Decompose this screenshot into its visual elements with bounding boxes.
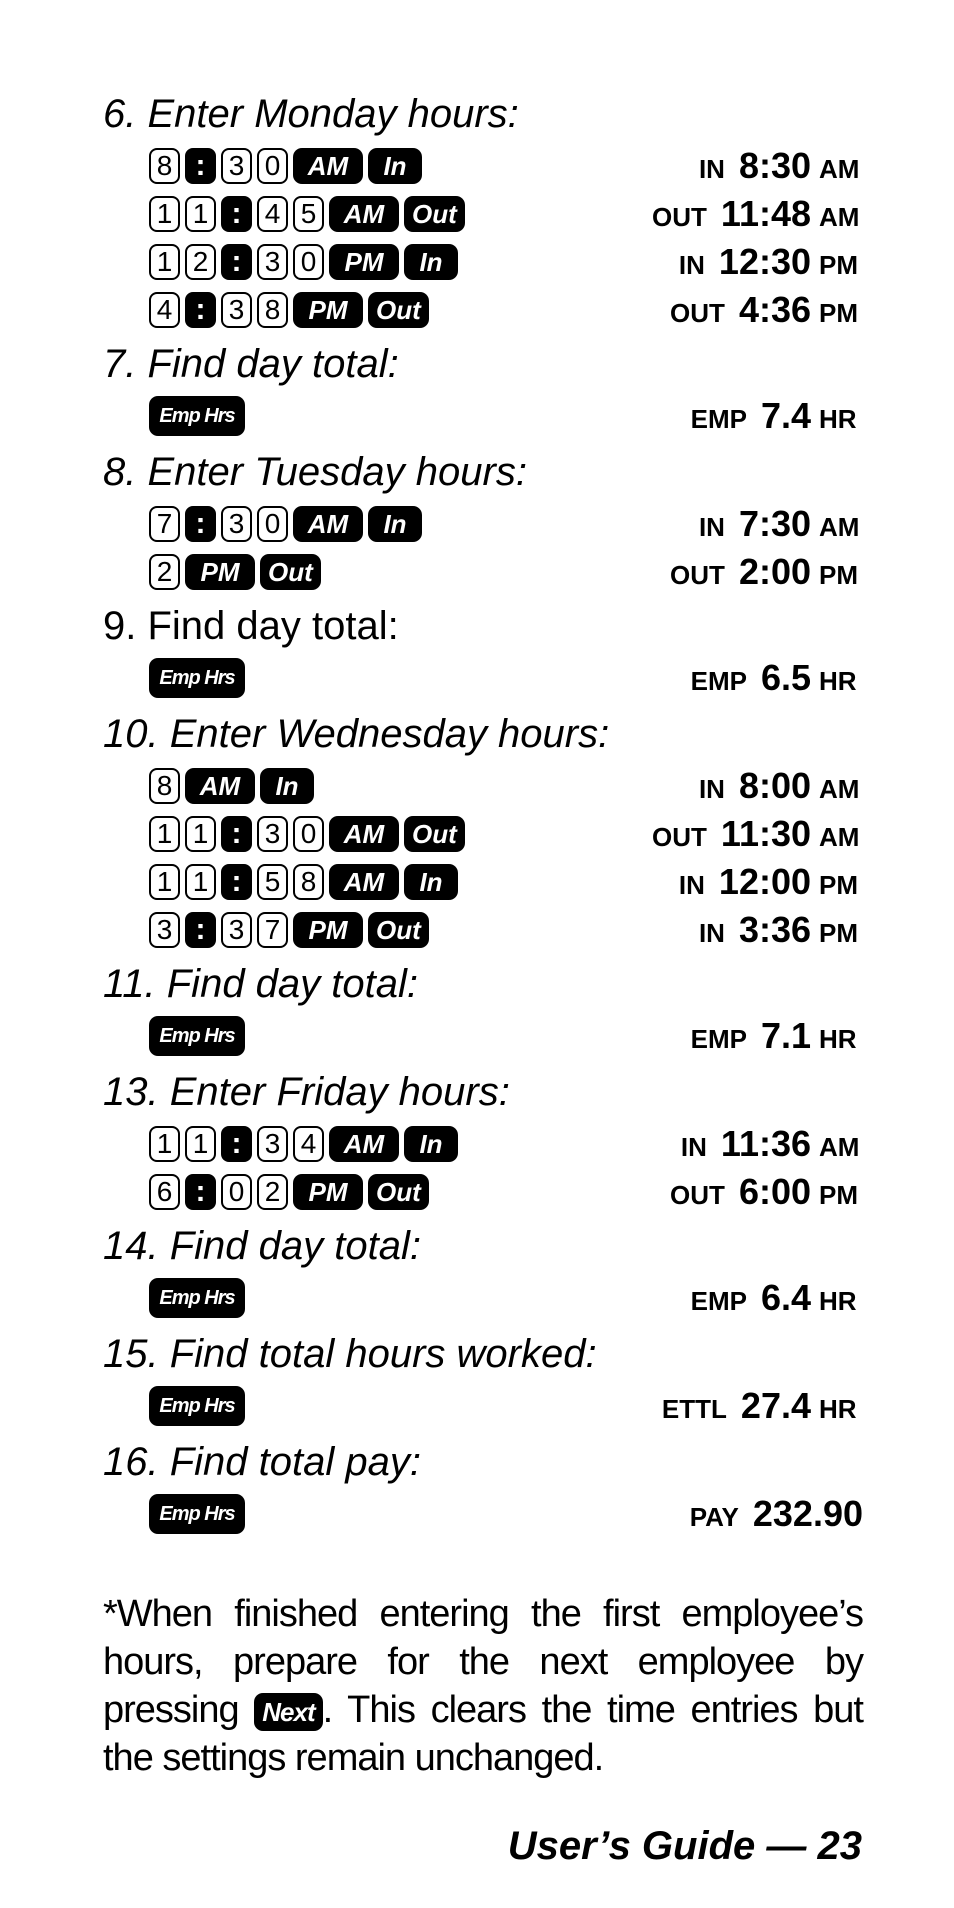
colon-key: : — [221, 864, 252, 900]
digit-key: 3 — [257, 816, 288, 852]
display-value: 27.4 — [740, 1385, 811, 1426]
display-readout — [633, 813, 863, 855]
display-readout — [633, 765, 863, 807]
digit-key: 1 — [149, 864, 180, 900]
page-footer: User’s Guide — 23 — [507, 1824, 862, 1868]
emp-hrs-key: Emp Hrs — [149, 1386, 245, 1426]
digit-key: 4 — [257, 196, 288, 232]
display-label: IN — [698, 774, 725, 804]
pm-key: PM — [293, 912, 363, 948]
in-key: In — [404, 1126, 458, 1162]
digit-key: 3 — [221, 148, 252, 184]
display-unit: HR — [819, 666, 857, 696]
digit-key: 8 — [293, 864, 324, 900]
key-sequence — [149, 292, 429, 328]
keystroke-row — [149, 858, 863, 906]
step-section — [103, 1224, 863, 1322]
display-unit: AM — [819, 202, 860, 232]
key-sequence — [149, 196, 465, 232]
keystroke-row — [149, 1382, 863, 1430]
digit-key: 6 — [149, 1174, 180, 1210]
colon-key: : — [221, 244, 252, 280]
out-key: Out — [368, 912, 429, 948]
step-heading: 15. Find total hours worked: — [103, 1332, 597, 1376]
display-value: 11:30 — [720, 813, 811, 854]
display-label: EMP — [690, 1024, 747, 1054]
display-readout — [633, 657, 863, 699]
step-heading: 8. Enter Tuesday hours: — [103, 450, 527, 494]
digit-key: 5 — [257, 864, 288, 900]
digit-key: 0 — [293, 244, 324, 280]
display-readout — [633, 193, 863, 235]
display-label: ETTL — [661, 1394, 727, 1424]
pm-key: PM — [185, 554, 255, 590]
in-key: In — [368, 506, 422, 542]
am-key: AM — [329, 816, 399, 852]
display-unit: HR — [819, 1286, 857, 1316]
step-section — [103, 92, 863, 334]
emp-hrs-key: Emp Hrs — [149, 1016, 245, 1056]
am-key: AM — [293, 506, 363, 542]
am-key: AM — [185, 768, 255, 804]
display-label: EMP — [690, 404, 747, 434]
display-readout — [633, 395, 863, 437]
digit-key: 4 — [293, 1126, 324, 1162]
digit-key: 8 — [149, 148, 180, 184]
next-key: Next — [254, 1693, 322, 1731]
display-unit: PM — [819, 250, 858, 280]
keystroke-row — [149, 1490, 863, 1538]
keystroke-row — [149, 1012, 863, 1060]
display-readout — [633, 503, 863, 545]
out-key: Out — [260, 554, 321, 590]
colon-key: : — [185, 292, 216, 328]
step-heading: 14. Find day total: — [103, 1224, 421, 1268]
step-section — [103, 1332, 863, 1430]
display-label: EMP — [690, 666, 747, 696]
display-label: OUT — [652, 202, 707, 232]
display-value: 7.1 — [760, 1015, 811, 1056]
digit-key: 5 — [293, 196, 324, 232]
step-heading: 6. Enter Monday hours: — [103, 92, 519, 136]
digit-key: 7 — [257, 912, 288, 948]
pm-key: PM — [329, 244, 399, 280]
keystroke-row — [149, 190, 863, 238]
digit-key: 3 — [149, 912, 180, 948]
display-value: 12:00 — [718, 861, 811, 902]
digit-key: 3 — [257, 244, 288, 280]
display-readout — [633, 1493, 863, 1535]
digit-key: 0 — [221, 1174, 252, 1210]
colon-key: : — [185, 912, 216, 948]
display-value: 12:30 — [718, 241, 811, 282]
keystroke-row — [149, 1274, 863, 1322]
display-readout — [633, 1171, 863, 1213]
display-unit: PM — [819, 870, 858, 900]
digit-key: 8 — [149, 768, 180, 804]
digit-key: 0 — [293, 816, 324, 852]
keystroke-row — [149, 906, 863, 954]
display-readout — [633, 145, 863, 187]
display-label: PAY — [689, 1502, 739, 1532]
display-value: 11:48 — [720, 193, 811, 234]
key-sequence — [149, 1494, 245, 1534]
key-sequence — [149, 244, 458, 280]
key-sequence — [149, 768, 314, 804]
keystroke-row — [149, 142, 863, 190]
display-readout — [633, 1385, 863, 1427]
keystroke-row — [149, 762, 863, 810]
step-heading: 11. Find day total: — [103, 962, 418, 1006]
display-unit: PM — [819, 1180, 858, 1210]
display-readout — [633, 1277, 863, 1319]
key-sequence — [149, 148, 422, 184]
display-unit: AM — [819, 512, 860, 542]
display-label: OUT — [670, 1180, 725, 1210]
display-unit: HR — [819, 1394, 857, 1424]
step-section — [103, 604, 863, 702]
display-value: 6.5 — [760, 657, 811, 698]
digit-key: 4 — [149, 292, 180, 328]
step-heading: 10. Enter Wednesday hours: — [103, 712, 610, 756]
am-key: AM — [329, 864, 399, 900]
display-value: 6.4 — [760, 1277, 811, 1318]
digit-key: 8 — [257, 292, 288, 328]
step-section — [103, 962, 863, 1060]
step-heading: 13. Enter Friday hours: — [103, 1070, 510, 1114]
keystroke-row — [149, 654, 863, 702]
display-value: 7.4 — [760, 395, 811, 436]
display-value: 4:36 — [738, 289, 811, 330]
display-unit: HR — [819, 404, 857, 434]
step-section — [103, 450, 863, 596]
keystroke-row — [149, 548, 863, 596]
keystroke-row — [149, 238, 863, 286]
key-sequence — [149, 658, 245, 698]
emp-hrs-key: Emp Hrs — [149, 1278, 245, 1318]
display-label: OUT — [670, 298, 725, 328]
digit-key: 2 — [257, 1174, 288, 1210]
keystroke-row — [149, 500, 863, 548]
digit-key: 1 — [149, 196, 180, 232]
digit-key: 0 — [257, 148, 288, 184]
display-readout — [633, 909, 863, 951]
pm-key: PM — [293, 1174, 363, 1210]
key-sequence — [149, 506, 422, 542]
in-key: In — [260, 768, 314, 804]
digit-key: 3 — [221, 292, 252, 328]
display-value: 2:00 — [738, 551, 811, 592]
digit-key: 1 — [149, 244, 180, 280]
emp-hrs-key: Emp Hrs — [149, 396, 245, 436]
in-key: In — [404, 244, 458, 280]
display-label: IN — [678, 870, 705, 900]
digit-key: 3 — [257, 1126, 288, 1162]
digit-key: 1 — [185, 864, 216, 900]
display-label: OUT — [670, 560, 725, 590]
digit-key: 1 — [149, 1126, 180, 1162]
step-section — [103, 342, 863, 440]
display-unit: PM — [819, 298, 858, 328]
in-key: In — [404, 864, 458, 900]
digit-key: 3 — [221, 506, 252, 542]
next-employee-note — [103, 1590, 863, 1782]
note-text-after: . This clears the time entries but the settings remain unchanged. — [103, 1689, 863, 1779]
display-unit: PM — [819, 560, 858, 590]
step-heading: 9. Find day total: — [103, 604, 399, 648]
key-sequence — [149, 1278, 245, 1318]
digit-key: 0 — [257, 506, 288, 542]
display-readout — [633, 289, 863, 331]
out-key: Out — [368, 1174, 429, 1210]
am-key: AM — [329, 196, 399, 232]
display-value: 8:00 — [738, 765, 811, 806]
key-sequence — [149, 1174, 429, 1210]
emp-hrs-key: Emp Hrs — [149, 658, 245, 698]
keystroke-row — [149, 810, 863, 858]
display-value: 3:36 — [738, 909, 811, 950]
key-sequence — [149, 912, 429, 948]
out-key: Out — [404, 196, 465, 232]
display-readout — [633, 861, 863, 903]
out-key: Out — [368, 292, 429, 328]
pm-key: PM — [293, 292, 363, 328]
digit-key: 1 — [185, 816, 216, 852]
colon-key: : — [221, 1126, 252, 1162]
colon-key: : — [185, 506, 216, 542]
display-value: 6:00 — [738, 1171, 811, 1212]
step-heading: 16. Find total pay: — [103, 1440, 421, 1484]
display-label: IN — [678, 250, 705, 280]
key-sequence — [149, 816, 465, 852]
digit-key: 7 — [149, 506, 180, 542]
display-label: IN — [698, 918, 725, 948]
digit-key: 1 — [149, 816, 180, 852]
display-value: 7:30 — [738, 503, 811, 544]
in-key: In — [368, 148, 422, 184]
display-label: OUT — [652, 822, 707, 852]
display-unit: HR — [819, 1024, 857, 1054]
display-unit: AM — [819, 154, 860, 184]
digit-key: 1 — [185, 1126, 216, 1162]
key-sequence — [149, 554, 321, 590]
display-label: IN — [698, 154, 725, 184]
colon-key: : — [221, 816, 252, 852]
display-unit: AM — [819, 774, 860, 804]
display-readout — [633, 1015, 863, 1057]
display-unit: AM — [819, 822, 860, 852]
digit-key: 2 — [185, 244, 216, 280]
note-text-before: *When finished entering the first employee’s hours, prepare for the next employee by pressing — [103, 1593, 863, 1731]
digit-key: 1 — [185, 196, 216, 232]
step-heading: 7. Find day total: — [103, 342, 399, 386]
key-sequence — [149, 1016, 245, 1056]
display-readout — [633, 551, 863, 593]
out-key: Out — [404, 816, 465, 852]
display-label: IN — [680, 1132, 707, 1162]
step-section — [103, 1070, 863, 1216]
emp-hrs-key: Emp Hrs — [149, 1494, 245, 1534]
keystroke-row — [149, 286, 863, 334]
digit-key: 2 — [149, 554, 180, 590]
keystroke-row — [149, 1168, 863, 1216]
display-value: 8:30 — [738, 145, 811, 186]
am-key: AM — [293, 148, 363, 184]
colon-key: : — [185, 1174, 216, 1210]
colon-key: : — [221, 196, 252, 232]
keystroke-row — [149, 1120, 863, 1168]
display-value: 11:36 — [720, 1123, 811, 1164]
colon-key: : — [185, 148, 216, 184]
key-sequence — [149, 1386, 245, 1426]
am-key: AM — [329, 1126, 399, 1162]
display-value: 232.90 — [752, 1493, 863, 1534]
digit-key: 3 — [221, 912, 252, 948]
step-section — [103, 712, 863, 954]
display-readout — [633, 241, 863, 283]
display-label: EMP — [690, 1286, 747, 1316]
key-sequence — [149, 1126, 458, 1162]
display-unit: PM — [819, 918, 858, 948]
key-sequence — [149, 864, 458, 900]
keystroke-row — [149, 392, 863, 440]
key-sequence — [149, 396, 245, 436]
display-readout — [633, 1123, 863, 1165]
display-label: IN — [698, 512, 725, 542]
step-section — [103, 1440, 863, 1538]
display-unit: AM — [819, 1132, 860, 1162]
